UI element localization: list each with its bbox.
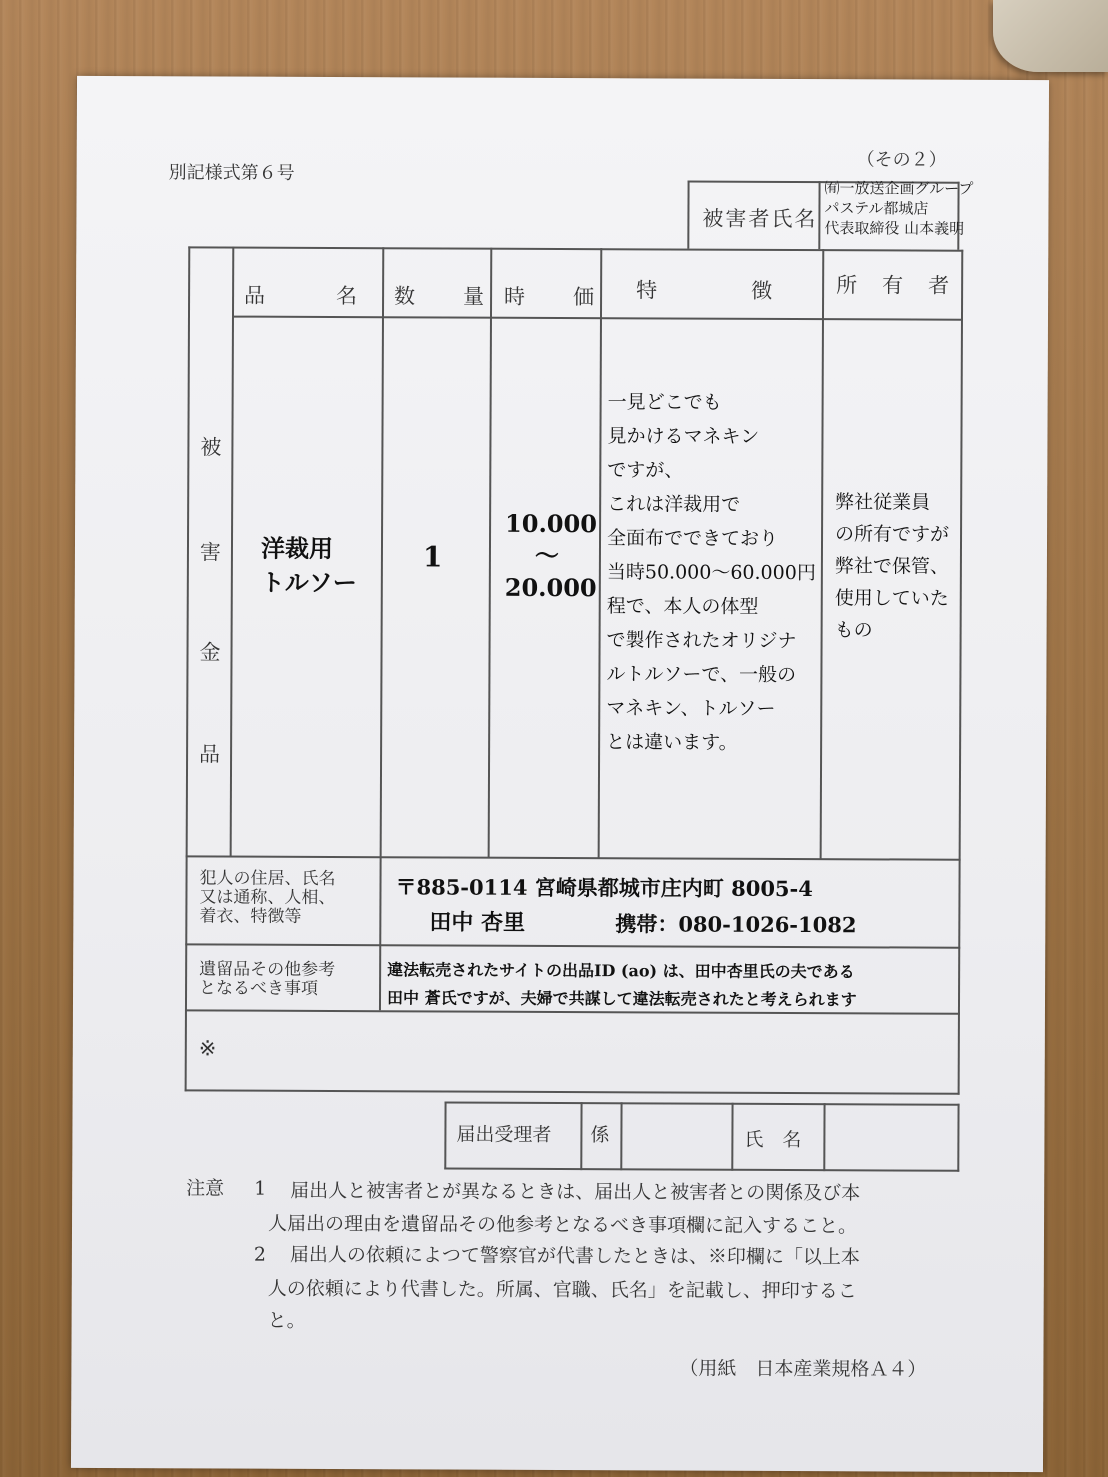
header-quantity: 数 量 [394,284,487,309]
section-label-char: 品 [199,742,223,767]
features-line: これは洋裁用で [607,493,741,516]
header-features: 特 徴 [636,278,775,303]
remarks-line: 田中 蒼氏ですが、夫婦で共謀して違法転売されたと考えられます [386,988,857,1010]
owner-line: もの [834,619,873,642]
owner-line: の所有ですが [835,523,950,546]
price-low: 10.000 [505,508,598,539]
note-line: 人の依頼により代書した。所属、官職、氏名」を記載し、押印するこ [267,1277,857,1303]
features-text [606,385,817,760]
item-name-line: トルソー [260,567,357,598]
features-line: とは違います。 [606,731,738,754]
price-high: 20.000 [504,572,597,603]
features-line: 程で、本人の体型 [606,595,759,618]
culprit-address: 〒885-0114 宮崎県都城市庄内町 8005-4 [395,874,813,902]
note-number: 1 [254,1177,267,1200]
section-label-char: 金 [199,640,223,665]
item-name-line: 洋裁用 [260,533,334,564]
features-line: 全面布でできており [606,527,779,550]
note-line: と。 [267,1309,306,1332]
receiver-section: 係 [590,1124,610,1147]
victim-representative: 代表取締役 山本義明 [824,219,965,238]
note-line: 届出人の依頼によつて警察官が代書したときは、※印欄に「以上本 [289,1243,860,1269]
owner-line: 弊社従業員 [835,491,931,514]
features-line: マネキン、トルソー [606,697,776,720]
owner-line: 使用していた [834,587,949,610]
remarks-line: 違法転売されたサイトの出品ID (ao) は、田中杏里氏の夫である [387,960,855,982]
features-line: ルトルソーで、一般の [606,663,797,687]
price-range-tilde: ～ [534,540,560,570]
features-line: ですが、 [607,459,684,482]
receiver-name-label: 氏 名 [744,1128,802,1152]
features-line: 当時50.000～60.000円 [606,561,816,585]
police-report-form [71,76,1049,1472]
features-line: で製作されたオリジナ [606,629,797,653]
note-line: 人届出の理由を遺留品その他参考となるべき事項欄に記入すること。 [267,1212,858,1238]
culprit-phone: 携帯：080-1026-1082 [615,911,857,938]
quantity-value: 1 [422,540,443,574]
header-market-value: 時 価 [504,284,597,310]
victim-store: パステル都城店 [824,199,929,218]
section-label-char: 被 [200,435,224,460]
culprit-name: 田中 杏里 [429,909,526,936]
victim-company: ㈲一放送企画グループ [824,179,974,198]
victim-name-label: 被害者氏名 [702,206,818,232]
note-number: 2 [253,1243,267,1266]
receiver-label: 届出受理者 [456,1123,552,1146]
header-owner: 所 有 者 [836,273,952,298]
wooden-object [993,0,1108,72]
paper-size-note: （用紙 日本産業規格Ａ４） [679,1357,927,1381]
features-line: 一見どこでも [607,391,722,414]
note-mark: ※ [198,1036,219,1061]
form-id: 別記様式第６号 [168,162,295,184]
section-label-char: 害 [199,540,224,565]
owner-text [835,486,950,646]
culprit-label: 犯人の住居、氏名 又は通称、人相、 着衣、特徴等 [199,868,336,927]
remarks-label: 遺留品その他参考 となるべき事項 [199,959,336,999]
header-item-name: 品 名 [244,283,360,309]
notes-title: 注意 [186,1177,225,1200]
page-marker: （その２） [856,149,947,171]
note-line: 届出人と被害者とが異なるときは、届出人と被害者との関係及び本 [290,1179,861,1205]
owner-line: 弊社で保管、 [834,555,949,578]
features-line: 見かけるマネキン [607,425,760,448]
